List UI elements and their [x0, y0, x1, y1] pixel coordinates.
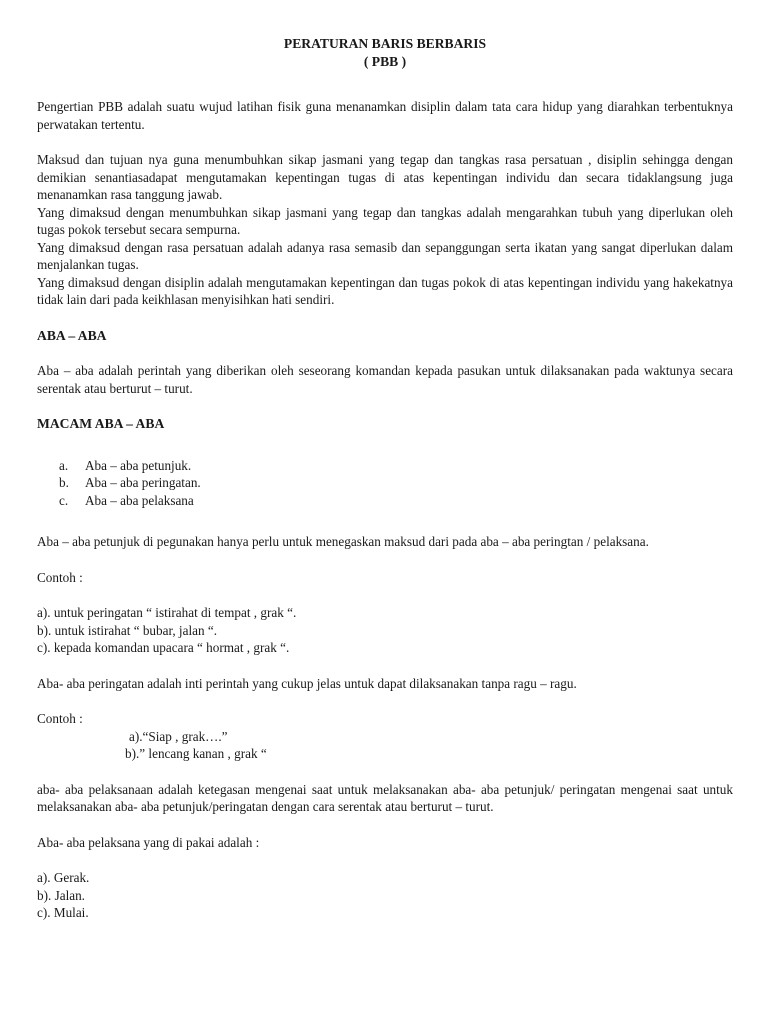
contoh-item: b). untuk istirahat “ bubar, jalan “.	[37, 622, 218, 638]
contoh-item: c). kepada komandan upacara “ hormat , grak “.	[37, 640, 290, 655]
document-page	[37, 35, 733, 922]
list-item	[59, 474, 733, 492]
list-marker: a.	[59, 457, 69, 473]
pelaksana-item: b). Jalan.	[37, 887, 85, 903]
maksud-paragraph: Yang dimaksud dengan rasa persatuan adalah adanya rasa semasib dan sepanggungan serta ikatan yang sangat diperlukan dalam menjalankan tugas.	[37, 239, 733, 272]
macam-aba-list	[37, 457, 733, 510]
maksud-paragraph: Yang dimaksud dengan disiplin adalah mengutamakan kepentingan dan tugas pokok di atas kepentingan individu yang hakekatnya tidak lain dari pada keikhlasan menyisihkan hati sendiri.	[37, 274, 733, 307]
list-marker: b.	[59, 475, 69, 490]
contoh-item: a). untuk peringatan “ istirahat di tempat , grak “.	[37, 605, 297, 620]
list-item-text: Aba – aba petunjuk.	[85, 457, 192, 473]
list-item	[59, 492, 733, 510]
pelaksanaan-paragraph: aba- aba pelaksanaan adalah ketegasan mengenai saat untuk melaksanakan aba- aba petunjuk/ peringatan mengenai saat untuk melaksanakan aba- aba petunjuk/peringatan dengan cara serentak atau berturut – turut.	[37, 781, 733, 814]
pelaksana-item: c). Mulai.	[37, 905, 89, 920]
contoh-item: b).” lencang kanan , grak “	[125, 746, 267, 761]
maksud-paragraph: Yang dimaksud dengan menumbuhkan sikap jasmani yang tegap dan tangkas adalah mengarahkan tubuh yang diperlukan oleh tugas pokok tersebut secara sempurna.	[37, 204, 733, 237]
maksud-paragraph: Maksud dan tujuan nya guna menumbuhkan sikap jasmani yang tegap dan tangkas rasa persatuan , disiplin sehingga dengan demikian senantiasadapat mengutamakan kepentingan tugas di atas kepentingan individu dan secara tidaklangsung juga menanamkan rasa tanggung jawab.	[37, 152, 733, 202]
pelaksana-intro: Aba- aba pelaksana yang di pakai adalah :	[37, 834, 260, 850]
document-subtitle: ( PBB )	[363, 54, 407, 69]
heading-aba: ABA – ABA	[37, 327, 107, 343]
pengertian-paragraph: Pengertian PBB adalah suatu wujud latihan fisik guna menanamkan disiplin dalam tata cara hidup yang diarahkan terbentuknya perwatakan tertentu.	[37, 99, 733, 132]
list-item-text: Aba – aba peringatan.	[85, 475, 201, 490]
list-marker: c.	[59, 492, 69, 508]
contoh-label: Contoh :	[37, 711, 83, 726]
pelaksana-item: a). Gerak.	[37, 870, 90, 885]
contoh-label: Contoh :	[37, 569, 83, 585]
document-title: PERATURAN BARIS BERBARIS	[283, 36, 487, 51]
aba-definition-paragraph: Aba – aba adalah perintah yang diberikan oleh seseorang komandan kepada pasukan untuk dilaksanakan pada waktunya secara serentak atau berturut – turut.	[37, 363, 733, 396]
contoh-item: a).“Siap , grak….”	[129, 728, 228, 744]
heading-macam-aba: MACAM ABA – ABA	[37, 416, 165, 431]
list-item-text: Aba – aba pelaksana	[85, 492, 194, 508]
petunjuk-paragraph: Aba – aba petunjuk di pegunakan hanya perlu untuk menegaskan maksud dari pada aba – aba peringtan / pelaksana.	[37, 534, 649, 549]
list-item	[59, 457, 733, 475]
peringatan-paragraph: Aba- aba peringatan adalah inti perintah yang cukup jelas untuk dapat dilaksanakan tanpa ragu – ragu.	[37, 675, 577, 691]
